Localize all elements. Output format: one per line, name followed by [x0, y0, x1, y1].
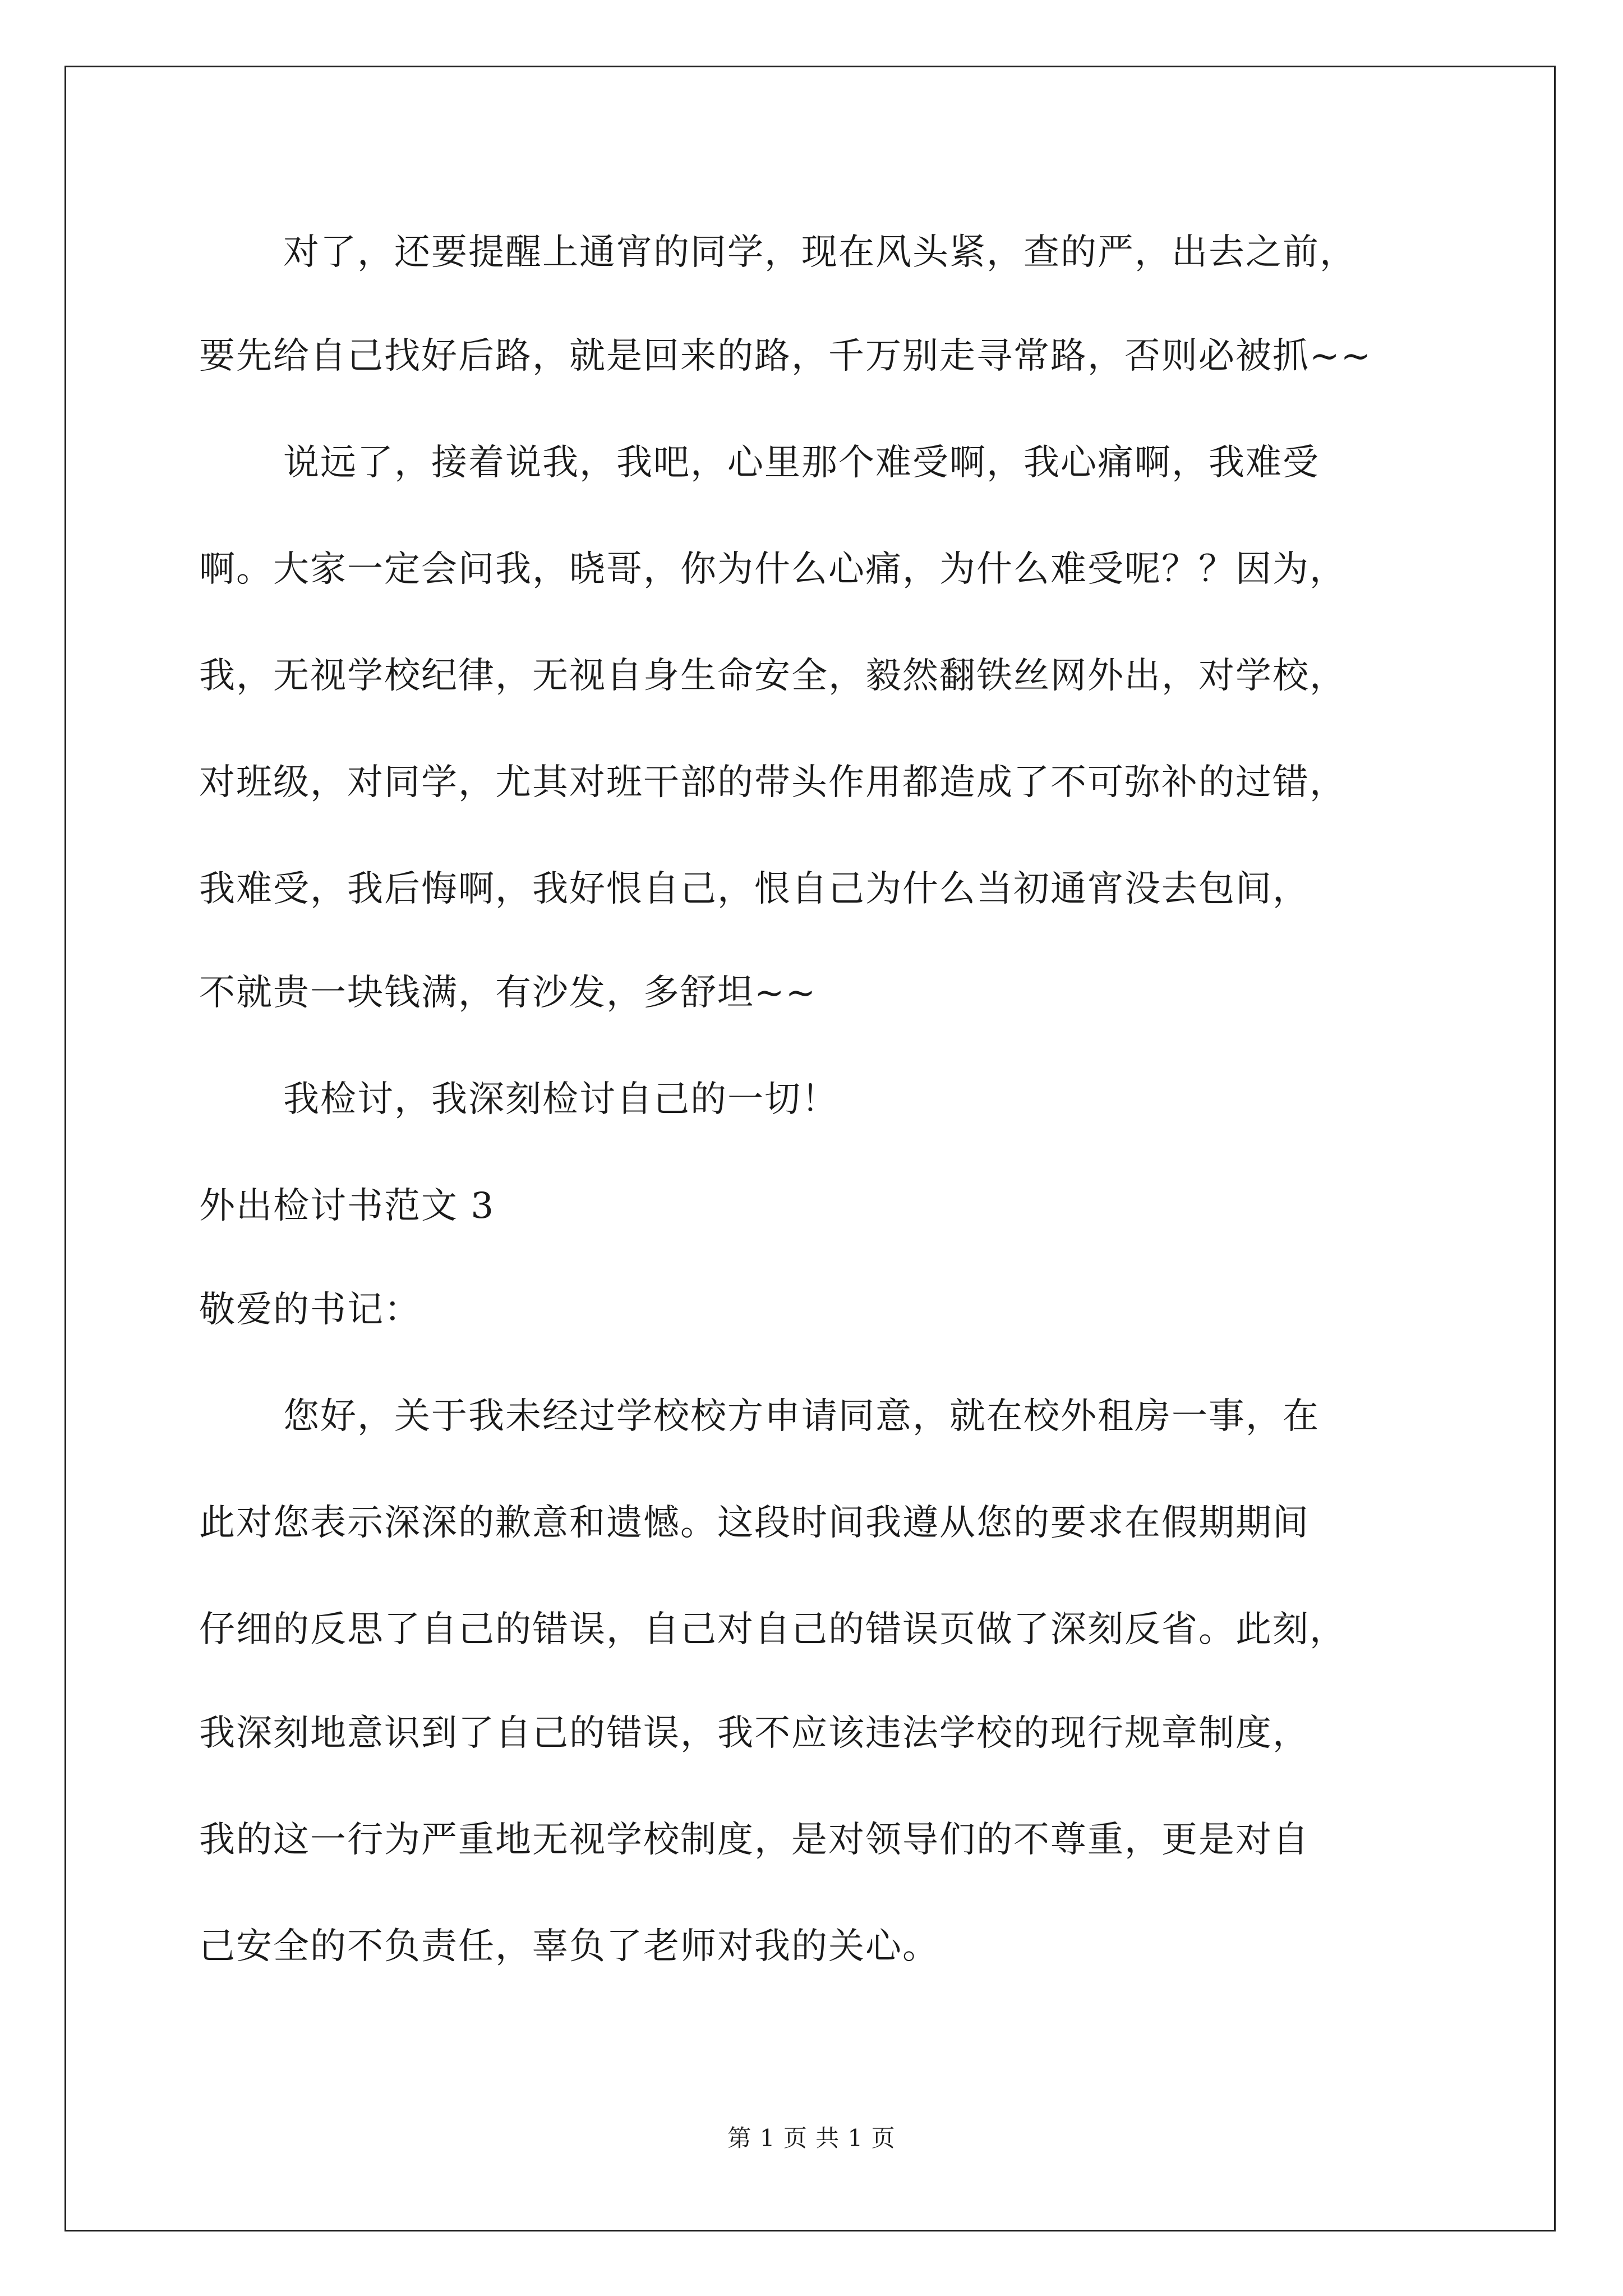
body-paragraph-line-6: 己安全的不负责任，辜负了老师对我的关心。: [199, 1926, 939, 1967]
paragraph-2-line-1: 说远了，接着说我，我吧，心里那个难受啊，我心痛啊，我难受: [283, 442, 1320, 484]
page-border: [64, 66, 1556, 2231]
page-footer: 第 1 页 共 1 页: [727, 2124, 896, 2152]
paragraph-2-line-3: 我，无视学校纪律，无视自身生命安全，毅然翻铁丝网外出，对学校，: [199, 655, 1347, 697]
body-paragraph-line-5: 我的这一行为严重地无视学校制度，是对领导们的不尊重，更是对自: [199, 1819, 1310, 1861]
body-paragraph-line-1: 您好，关于我未经过学校校方申请同意，就在校外租房一事，在: [283, 1396, 1320, 1437]
body-paragraph-line-3: 仔细的反思了自己的错误，自己对自己的错误页做了深刻反省。此刻，: [199, 1609, 1347, 1650]
body-paragraph-line-4: 我深刻地意识到了自己的错误，我不应该违法学校的现行规章制度，: [199, 1713, 1310, 1754]
paragraph-3-line-1: 我检讨，我深刻检讨自己的一切！: [283, 1079, 838, 1120]
paragraph-2-line-6: 不就贵一块钱满，有沙发，多舒坦~~: [199, 972, 817, 1014]
paragraph-1-line-1: 对了，还要提醒上通宵的同学，现在风头紧，查的严，出去之前，: [283, 232, 1357, 273]
paragraph-2-line-4: 对班级，对同学，尤其对班干部的带头作用都造成了不可弥补的过错，: [199, 762, 1347, 803]
paragraph-2-line-2: 啊。大家一定会问我，晓哥，你为什么心痛，为什么难受呢？？因为，: [199, 549, 1347, 590]
salutation: 敬爱的书记：: [199, 1289, 421, 1331]
paragraph-1-line-2: 要先给自己找好后路，就是回来的路，千万别走寻常路，否则必被抓~~: [199, 335, 1372, 377]
paragraph-2-line-5: 我难受，我后悔啊，我好恨自己，恨自己为什么当初通宵没去包间，: [199, 868, 1310, 910]
body-paragraph-line-2: 此对您表示深深的歉意和遗憾。这段时间我遵从您的要求在假期期间: [199, 1502, 1310, 1544]
section-title: 外出检讨书范文 3: [199, 1185, 495, 1227]
